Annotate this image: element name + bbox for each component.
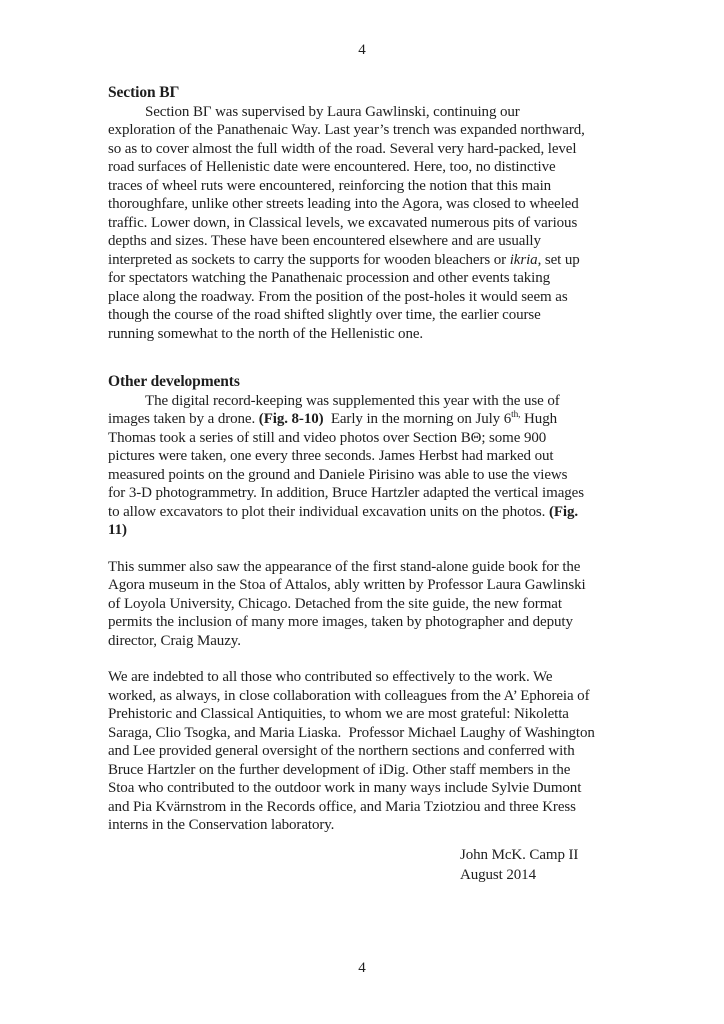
paragraph-acknowledgements: We are indebted to all those who contributed so effectively to the work. We worked, as always, in close collaboration with colleagues from the A’ Ephoreia of Prehistoric and Classical Antiquities, to whom we are most grateful: Nikoletta Saraga, Clio Tsogka, and Maria Liaska. Professor Michael Laughy of Washington and Lee provided general oversight of the northern sections and conferred with Bruce Hartzler on the further development of iDig. Other staff members in the Stoa who contributed to the outdoor work in many ways include Sylvie Dumont and Pia Kvärnstrom in the Records office, and Maria Tziotziou and three Kress interns in the Conservation laboratory. bbox=[108, 669, 595, 833]
header-page-number: 4 bbox=[358, 42, 366, 58]
signature-date: August 2014 bbox=[460, 866, 536, 883]
section-heading-section-bg: Section ΒΓ bbox=[108, 84, 180, 101]
paragraph-drone-images: The digital record-keeping was supplemented this year with the use of images taken by a drone. (Fig. 8-10) Early in the morning on July $6^{th,}$ Hugh Thomas took a series of still and video photos over Section ΒΘ; some 900 pictures were taken, one every three seconds. James Herbst had marked out measured points on the ground and Daniele Pirisino was able to use the views for 3-D photogrammetry. In addition, Bruce Hartzler adapted the vertical images to allow excavators to plot their individual excavation units on the photos. (Fig. 11) bbox=[108, 392, 584, 538]
page-body bbox=[108, 84, 620, 885]
signature-name: John McK. Camp II bbox=[460, 846, 579, 863]
footer-page-number: 4 bbox=[358, 960, 366, 976]
paragraph-section-bg: Section ΒΓ was supervised by Laura Gawlinski, continuing our exploration of the Panathenaic Way. Last year’s trench was expanded northward, so as to cover almost the full width of the road. Several very hard-packed, level road surfaces of Hellenistic date were encountered. Here, too, no distinctive traces of wheel ruts were encountered, reinforcing the notion that this main thoroughfare, unlike other streets leading into the Agora, was closed to wheeled traffic. Lower down, in Classical levels, we excavated numerous pits of various depths and sizes. These have been encountered elsewhere and are usually interpreted as sockets to carry the supports for wooden bleachers or ikria, set up for spectators watching the Panathenaic procession and other events taking place along the roadway. From the position of the post-holes it would seem as though the course of the road shifted slightly over time, the earlier course running somewhat to the north of the Hellenistic one. bbox=[108, 103, 585, 342]
signature-block bbox=[460, 845, 620, 885]
paragraph-guide-book: This summer also saw the appearance of the first stand-alone guide book for the Agora museum in the Stoa of Attalos, ably written by Professor Laura Gawlinski of Loyola University, Chicago. Detached from the site guide, the new format permits the inclusion of many more images, taken by photographer and deputy director, Craig Mauzy. bbox=[108, 558, 586, 649]
section-heading-other-developments: Other developments bbox=[108, 373, 240, 390]
